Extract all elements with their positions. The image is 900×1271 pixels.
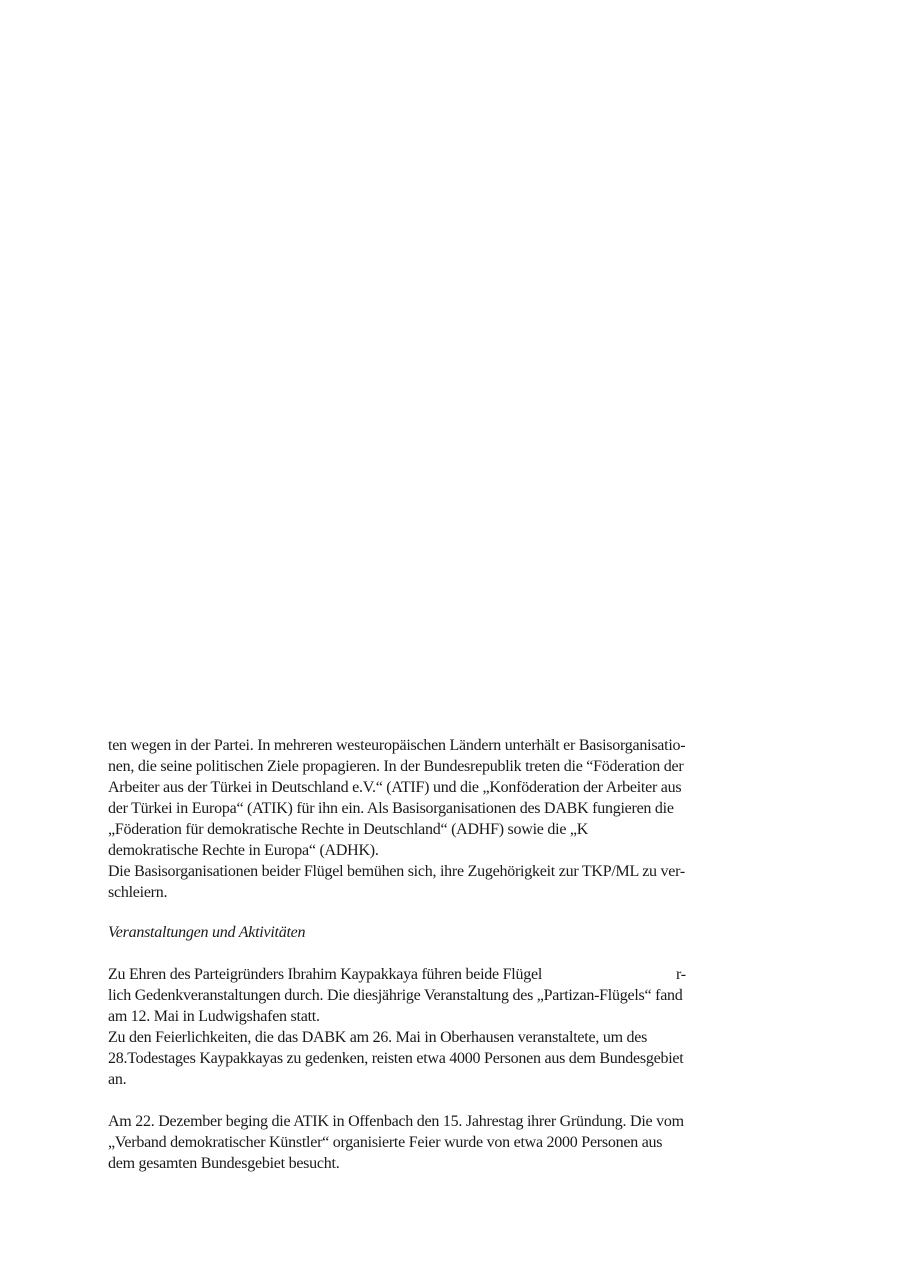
text-line: am 12. Mai in Ludwigshafen statt. [108, 1008, 320, 1025]
text-line: schleiern. [108, 884, 168, 901]
text-line-left: Zu Ehren des Parteigründers Ibrahim Kaypakkaya führen beide Flügel [108, 966, 543, 983]
text-line: nen, die seine politischen Ziele propagieren. In der Bundesrepublik treten die “Föderation der [108, 758, 684, 775]
text-line: an. [108, 1071, 127, 1088]
section-heading-text: Veranstaltungen und Aktivitäten [108, 924, 306, 941]
paragraph-anniversary [108, 1111, 768, 1174]
text-line [108, 964, 768, 985]
text-line: Arbeiter aus der Türkei in Deutschland e.V.“ (ATIF) und die „Konföderation der Arbeiter aus [108, 779, 682, 796]
text-line: dem gesamten Bundesgebiet besucht. [108, 1155, 340, 1172]
text-line: ten wegen in der Partei. In mehreren westeuropäischen Ländern unterhält er Basisorganisatio- [108, 737, 686, 754]
text-line: Zu den Feierlichkeiten, die das DABK am 26. Mai in Oberhausen veranstaltete, um des [108, 1029, 648, 1046]
text-line: „Föderation für demokratische Rechte in Deutschland“ (ADHF) sowie die „K [108, 821, 589, 838]
text-line-right: r- [676, 966, 686, 983]
text-line: Am 22. Dezember beging die ATIK in Offenbach den 15. Jahrestag ihrer Gründung. Die vom [108, 1113, 684, 1130]
section-heading [108, 922, 768, 943]
text-line: demokratische Rechte in Europa“ (ADHK). [108, 842, 379, 859]
paragraph-events [108, 964, 768, 1090]
text-line: „Verband demokratischer Künstler“ organisierte Feier wurde von etwa 2000 Personen aus [108, 1134, 663, 1151]
text-line: der Türkei in Europa“ (ATIK) für ihn ein. Als Basisorganisationen des DABK fungieren die [108, 800, 674, 817]
paragraph-organisations [108, 735, 768, 903]
text-line: Die Basisorganisationen beider Flügel bemühen sich, ihre Zugehörigkeit zur TKP/ML zu ver- [108, 863, 685, 880]
text-line: 28.Todestages Kaypakkayas zu gedenken, reisten etwa 4000 Personen aus dem Bundesgebiet [108, 1050, 684, 1067]
text-line: lich Gedenkveranstaltungen durch. Die diesjährige Veranstaltung des „Partizan-Flügels“ fand [108, 987, 683, 1004]
